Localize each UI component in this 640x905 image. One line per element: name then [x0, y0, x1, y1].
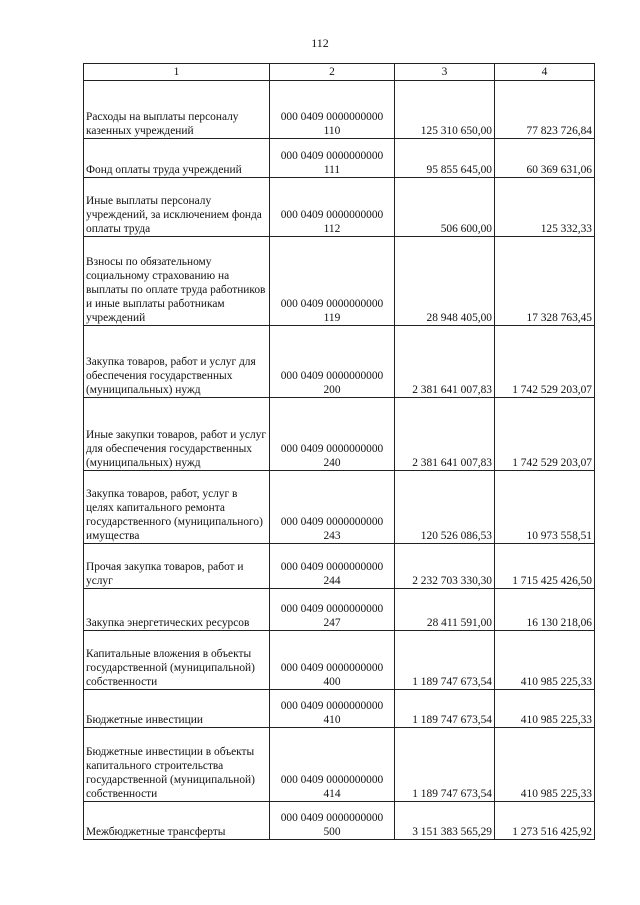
row-amount-1: 1 189 747 673,54 — [395, 728, 495, 802]
row-name: Межбюджетные трансферты — [84, 802, 270, 840]
table-row — [84, 326, 595, 398]
row-amount-1: 2 381 641 007,83 — [395, 326, 495, 398]
row-amount-1: 1 189 747 673,54 — [395, 690, 495, 728]
row-amount-1: 125 310 650,00 — [395, 81, 495, 139]
row-code-suffix: 111 — [323, 164, 341, 176]
row-code — [270, 398, 395, 471]
row-name: Капитальные вложения в объекты государственной (муниципальной) собственности — [84, 631, 270, 690]
header-row — [84, 64, 595, 81]
row-amount-1: 28 948 405,00 — [395, 237, 495, 326]
row-code-suffix: 243 — [323, 530, 341, 542]
row-code — [270, 471, 395, 544]
row-amount-2: 410 985 225,33 — [495, 728, 595, 802]
row-code-main: 000 0409 0000000000 — [280, 150, 384, 162]
row-name: Иные закупки товаров, работ и услуг для обеспечения государственных (муниципальных) нужд — [84, 398, 270, 471]
row-amount-2: 17 328 763,45 — [495, 237, 595, 326]
row-code-suffix: 244 — [323, 575, 341, 587]
row-amount-1: 506 600,00 — [395, 178, 495, 237]
row-amount-2: 1 742 529 203,07 — [495, 398, 595, 471]
row-name: Прочая закупка товаров, работ и услуг — [84, 544, 270, 589]
column-header-1: 1 — [84, 64, 270, 81]
row-code — [270, 589, 395, 631]
row-code-main: 000 0409 0000000000 — [280, 812, 384, 824]
row-name: Закупка товаров, работ, услуг в целях капитального ремонта государственного (муниципального) имущества — [84, 471, 270, 544]
table-row — [84, 728, 595, 802]
page-number: 112 — [311, 36, 329, 50]
row-code — [270, 326, 395, 398]
table-row — [84, 690, 595, 728]
row-amount-2: 16 130 218,06 — [495, 589, 595, 631]
row-name: Взносы по обязательному социальному страхованию на выплаты по оплате труда работников и иные выплаты работникам учреждений — [84, 237, 270, 326]
row-amount-1: 28 411 591,00 — [395, 589, 495, 631]
row-code — [270, 544, 395, 589]
row-amount-2: 410 985 225,33 — [495, 690, 595, 728]
row-amount-1: 2 232 703 330,30 — [395, 544, 495, 589]
row-code-suffix: 247 — [323, 617, 341, 629]
row-amount-2: 77 823 726,84 — [495, 81, 595, 139]
row-code — [270, 728, 395, 802]
table-row — [84, 398, 595, 471]
row-code-suffix: 400 — [323, 676, 341, 688]
row-code — [270, 81, 395, 139]
row-code-main: 000 0409 0000000000 — [280, 561, 384, 573]
table-row — [84, 544, 595, 589]
table-row — [84, 471, 595, 544]
row-code — [270, 631, 395, 690]
row-code-main: 000 0409 0000000000 — [280, 370, 384, 382]
row-amount-1: 3 151 383 565,29 — [395, 802, 495, 840]
row-code-main: 000 0409 0000000000 — [280, 700, 384, 712]
row-code — [270, 690, 395, 728]
row-name: Бюджетные инвестиции в объекты капитального строительства государственной (муниципальной) собственности — [84, 728, 270, 802]
row-name: Бюджетные инвестиции — [84, 690, 270, 728]
row-name: Иные выплаты персоналу учреждений, за исключением фонда оплаты труда — [84, 178, 270, 237]
row-code-suffix: 200 — [323, 384, 341, 396]
row-code-main: 000 0409 0000000000 — [280, 662, 384, 674]
row-amount-1: 120 526 086,53 — [395, 471, 495, 544]
row-amount-2: 1 273 516 425,92 — [495, 802, 595, 840]
row-code-suffix: 110 — [323, 125, 341, 137]
table-row — [84, 81, 595, 139]
row-amount-2: 1 742 529 203,07 — [495, 326, 595, 398]
table-row — [84, 178, 595, 237]
table-row — [84, 631, 595, 690]
row-code-suffix: 500 — [323, 826, 341, 838]
row-amount-2: 1 715 425 426,50 — [495, 544, 595, 589]
row-code — [270, 139, 395, 178]
row-code-suffix: 414 — [323, 788, 341, 800]
table-row — [84, 237, 595, 326]
row-code-suffix: 240 — [323, 457, 341, 469]
row-code-main: 000 0409 0000000000 — [280, 111, 384, 123]
row-code-suffix: 410 — [323, 714, 341, 726]
row-code-main: 000 0409 0000000000 — [280, 443, 384, 455]
table-row — [84, 589, 595, 631]
table-row — [84, 139, 595, 178]
column-header-4: 4 — [495, 64, 595, 81]
row-amount-2: 125 332,33 — [495, 178, 595, 237]
row-name: Закупка товаров, работ и услуг для обеспечения государственных (муниципальных) нужд — [84, 326, 270, 398]
row-name: Закупка энергетических ресурсов — [84, 589, 270, 631]
row-amount-1: 1 189 747 673,54 — [395, 631, 495, 690]
row-name: Фонд оплаты труда учреждений — [84, 139, 270, 178]
row-amount-2: 410 985 225,33 — [495, 631, 595, 690]
row-code-main: 000 0409 0000000000 — [280, 298, 384, 310]
column-header-2: 2 — [270, 64, 395, 81]
row-amount-1: 2 381 641 007,83 — [395, 398, 495, 471]
row-code-suffix: 112 — [323, 223, 341, 235]
row-code-main: 000 0409 0000000000 — [280, 209, 384, 221]
row-code — [270, 237, 395, 326]
row-code-main: 000 0409 0000000000 — [280, 774, 384, 786]
row-amount-2: 60 369 631,06 — [495, 139, 595, 178]
row-code-main: 000 0409 0000000000 — [280, 603, 384, 615]
column-header-3: 3 — [395, 64, 495, 81]
table-row — [84, 802, 595, 840]
row-code — [270, 178, 395, 237]
row-code — [270, 802, 395, 840]
row-amount-1: 95 855 645,00 — [395, 139, 495, 178]
row-code-main: 000 0409 0000000000 — [280, 516, 384, 528]
budget-table — [83, 63, 595, 840]
row-amount-2: 10 973 558,51 — [495, 471, 595, 544]
row-code-suffix: 119 — [323, 312, 341, 324]
row-name: Расходы на выплаты персоналу казенных учреждений — [84, 81, 270, 139]
